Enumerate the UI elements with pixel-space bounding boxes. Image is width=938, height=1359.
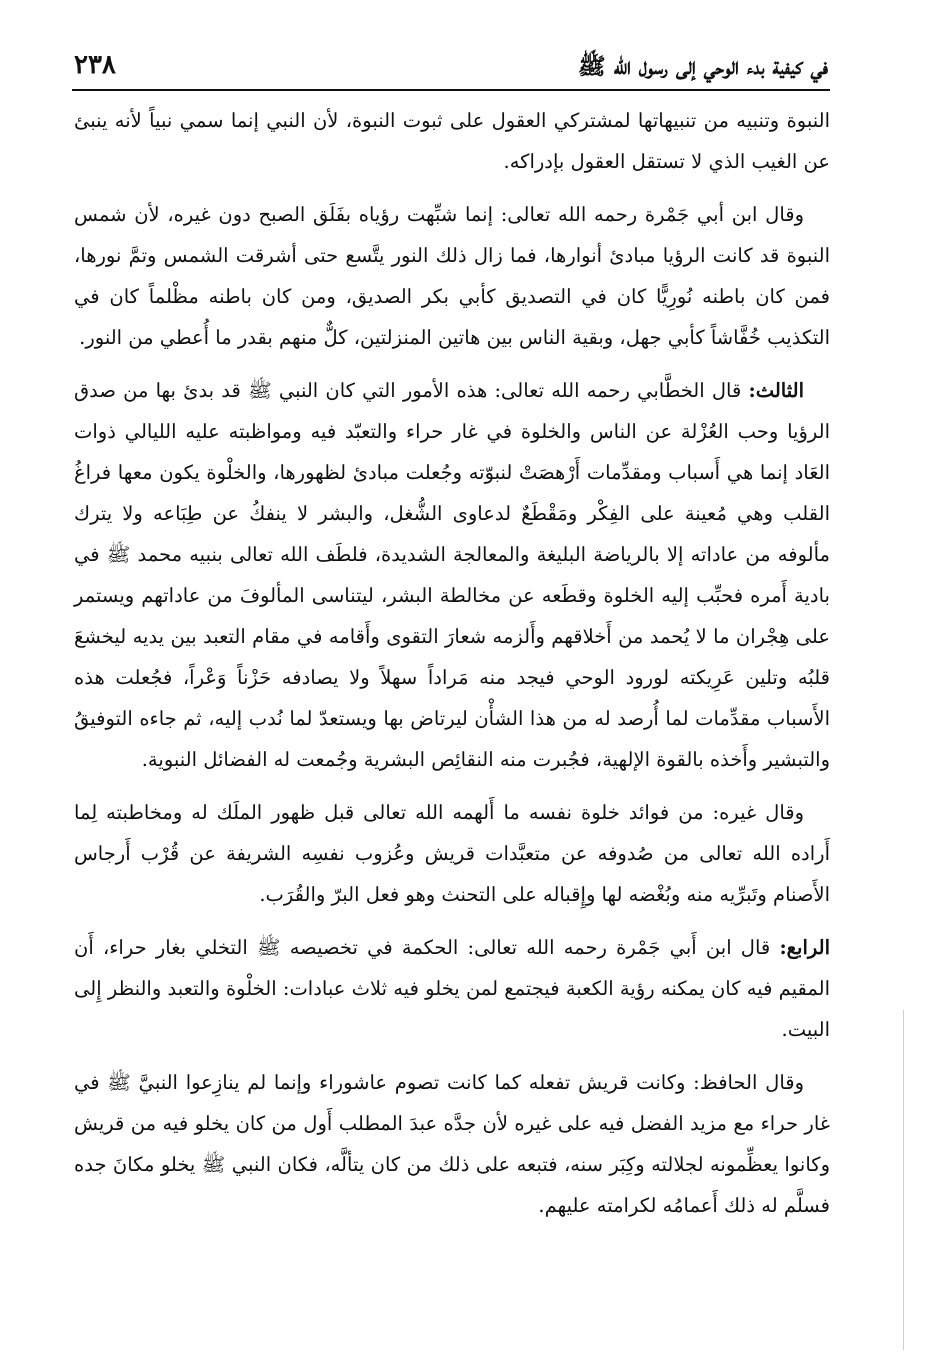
paragraph-2: [74, 194, 830, 358]
running-header: [74, 52, 828, 92]
section-lead: الثالث:: [748, 379, 804, 402]
paragraph-text: قال الخطَّابي رحمه الله تعالى: هذه الأمور التي كان النبي ﷺ قد بدئ بها من صدق الرؤيا وحب العُزْلة عن الناس والخلوة في غار حراء والتعبّد فيه ومواظبته عليه الليالي ذوات العَاد إنما هي أَسباب ومقدِّمات أَرْهصَتْ لنبوّته وجُعلت مبادئ لظهورها، والخلْوة يكون معها فراغُ القلب وهي مُعينة على الفِكْر ومَقْطَعٌ لدعاوى الشُّغل، والبشر لا ينفكُ عن طِبَاعه ولا يترك مألوفه من عاداته إلا بالرياضة البليغة والمعالجة الشديدة، فلطَف الله تعالى بنبيه محمد ﷺ في بادية أَمره فحبِّب إليه الخلوة وقطَعه عن مخالطة البشر، ليتناسى المألوفَ من عاداتهم ويستمر على هِجْران ما لا يُحمد من أَخلاقهم وأَلزمه شعارَ التقوى وأَقامه في مقام التعبد بين يديه ليخشعَ قلبُه وتلين عَرِيكته لورود الوحي فيجد منه مَراداً سهلاً ولا يصادفه حَزْناً وَعْراً، فجُعلت هذه الأَسباب مقدِّمات لما أُرصد له من هذا الشأْن ليرتاض بها ويستعدّ لما نُدب إليه، ثم جاءه التوفيقُ والتبشير وأَخذه بالقوة الإلهية، فجُبرت منه النقائِص البشرية وجُمعت له الفضائل النبوية.: [74, 379, 830, 771]
page-number: ٢٣٨: [74, 50, 116, 80]
section-lead: الرابع:: [779, 936, 830, 959]
paragraph-6: [74, 1062, 830, 1226]
page-body: [74, 100, 830, 1238]
header-title: في كيفية بدء الوحي إلى رسول الله ﷺ: [577, 53, 828, 80]
paragraph-text: وقال ابن أبي جَمْرة رحمه الله تعالى: إنما شبِّهت رؤياه بفَلَق الصبح دون غيره، لأن شمس النبوة قد كانت الرؤيا مبادئ أنوارها، فما زال ذلك النور يتَّسع حتى أشرقت الشمس وتمَّ نورها، فمن كان باطنه نُورِيًّا كان في التصديق كأبي بكر الصديق، ومن كان باطنه مظْلماً كان في التكذيب خُفَّاشاً كأبي جهل، وبقية الناس بين هاتين المنزلتين، كلٌّ منهم بقدر ما أُعطي من النور.: [74, 203, 830, 349]
paragraph-3: [74, 370, 830, 780]
paragraph-text: قال ابن أَبي جَمْرة رحمه الله تعالى: الحكمة في تخصيصه ﷺ التخلي بغار حراء، أَن المقيم فيه كان يمكنه رؤية الكعبة فيجتمع لمن يخلو فيه ثلاث عبادات: الخلْوة والتعبد والنظر إِلى البيت.: [74, 936, 830, 1041]
header-divider: [72, 89, 830, 91]
paragraph-text: وقال غيره: من فوائد خلوة نفسه ما أَلهمه الله تعالى قبل ظهور الملَك له ومخاطبته لِما أَراده الله تعالى من صُدوفه عن متعبَّدات قريش وعُزوب نفسِه الشريفة عن قُرْب أَرجاس الأَصنام وتَبرِّيه منه وبُغْضه لها وإِقباله على التحنث وهو فعل البرّ والقُرَب.: [74, 801, 830, 906]
paragraph-text: وقال الحافظ: وكانت قريش تفعله كما كانت تصوم عاشوراء وإنما لم ينازِعوا النبيَّ ﷺ في غار حراء مع مزيد الفضل فيه على غيره لأن جدَّه عبدَ المطلب أَول من كان يخلو فيه من قريش وكانوا يعظِّمونه لجلالته وكِبَر سنه، فتبعه على ذلك من كان يتألَّه، فكان النبي ﷺ يخلو مكانَ جده فسلَّم له ذلك أَعمامُه لكرامته عليهم.: [74, 1071, 830, 1217]
paragraph-4: [74, 792, 830, 915]
paragraph-1: [74, 100, 830, 182]
paragraph-5: [74, 927, 830, 1050]
scan-margin-line: [903, 1010, 904, 1350]
paragraph-text: النبوة وتنبيه من تنبيهاتها لمشتركي العقول على ثبوت النبوة، لأن النبي إنما سمي نبياً لأنه ينبئ عن الغيب الذي لا تستقل العقول بإدراكه.: [74, 109, 830, 173]
